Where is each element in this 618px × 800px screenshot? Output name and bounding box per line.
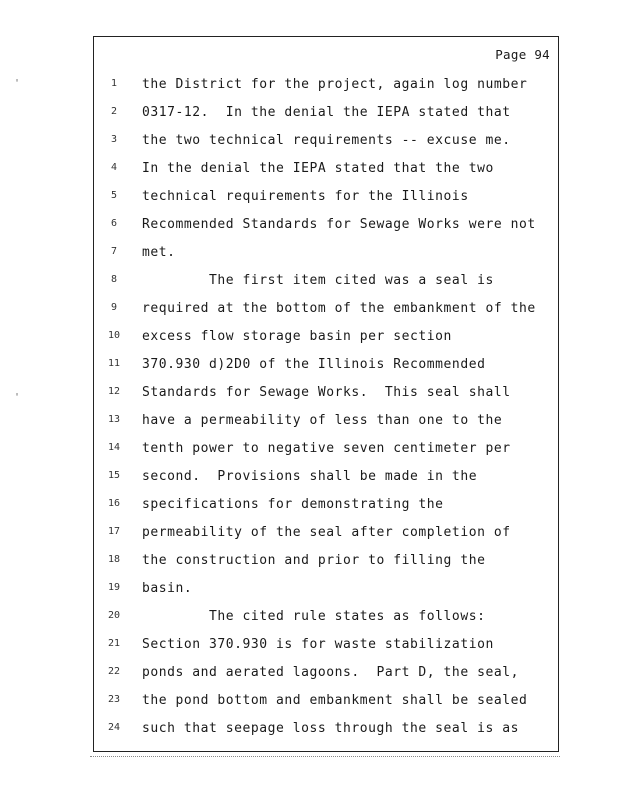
line-number: 7 <box>110 246 118 257</box>
transcript-line: Standards for Sewage Works. This seal shall <box>142 385 511 400</box>
transcript-line: ponds and aerated lagoons. Part D, the seal, <box>142 665 519 680</box>
transcript-line: specifications for demonstrating the <box>142 497 444 512</box>
transcript-line: permeability of the seal after completion of <box>142 525 511 540</box>
line-number: 3 <box>110 134 118 145</box>
line-number: 6 <box>110 218 118 229</box>
transcript-line: In the denial the IEPA stated that the two <box>142 161 494 176</box>
line-number: 2 <box>110 106 118 117</box>
transcript-line: the construction and prior to filling the <box>142 553 486 568</box>
line-number: 8 <box>110 274 118 285</box>
transcript-line: have a permeability of less than one to the <box>142 413 503 428</box>
transcript-line: second. Provisions shall be made in the <box>142 469 478 484</box>
line-number: 12 <box>107 386 121 397</box>
transcript-line: The first item cited was a seal is <box>142 273 494 288</box>
line-number: 4 <box>110 162 118 173</box>
transcript-line: excess flow storage basin per section <box>142 329 452 344</box>
footer-rule <box>90 756 560 757</box>
line-number: 15 <box>107 470 121 481</box>
line-number: 19 <box>107 582 121 593</box>
transcript-line: Section 370.930 is for waste stabilization <box>142 637 494 652</box>
transcript-line: required at the bottom of the embankment of the <box>142 301 536 316</box>
transcript-line: the two technical requirements -- excuse me. <box>142 133 511 148</box>
line-number: 1 <box>110 78 118 89</box>
transcript-line: basin. <box>142 581 193 596</box>
transcript-page <box>93 36 559 752</box>
line-number: 11 <box>107 358 121 369</box>
transcript-line: the pond bottom and embankment shall be sealed <box>142 693 528 708</box>
transcript-line: 370.930 d)2D0 of the Illinois Recommended <box>142 357 486 372</box>
line-number: 9 <box>110 302 118 313</box>
line-number: 14 <box>107 442 121 453</box>
transcript-line: tenth power to negative seven centimeter per <box>142 441 511 456</box>
line-number: 24 <box>107 722 121 733</box>
transcript-line: the District for the project, again log number <box>142 77 528 92</box>
line-number: 5 <box>110 190 118 201</box>
transcript-line: met. <box>142 245 176 260</box>
line-number: 13 <box>107 414 121 425</box>
transcript-line: The cited rule states as follows: <box>142 609 486 624</box>
line-number: 23 <box>107 694 121 705</box>
line-number: 10 <box>107 330 121 341</box>
transcript-line: 0317-12. In the denial the IEPA stated that <box>142 105 511 120</box>
line-number: 20 <box>107 610 121 621</box>
margin-mark-middle: ' <box>14 392 21 403</box>
transcript-line: technical requirements for the Illinois <box>142 189 469 204</box>
line-number: 18 <box>107 554 121 565</box>
line-number: 22 <box>107 666 121 677</box>
line-number: 21 <box>107 638 121 649</box>
margin-mark-top: ' <box>14 78 21 89</box>
transcript-line: such that seepage loss through the seal is as <box>142 721 519 736</box>
line-number: 17 <box>107 526 121 537</box>
transcript-line: Recommended Standards for Sewage Works were not <box>142 217 536 232</box>
page-number: Page 94 <box>495 47 550 62</box>
line-number: 16 <box>107 498 121 509</box>
